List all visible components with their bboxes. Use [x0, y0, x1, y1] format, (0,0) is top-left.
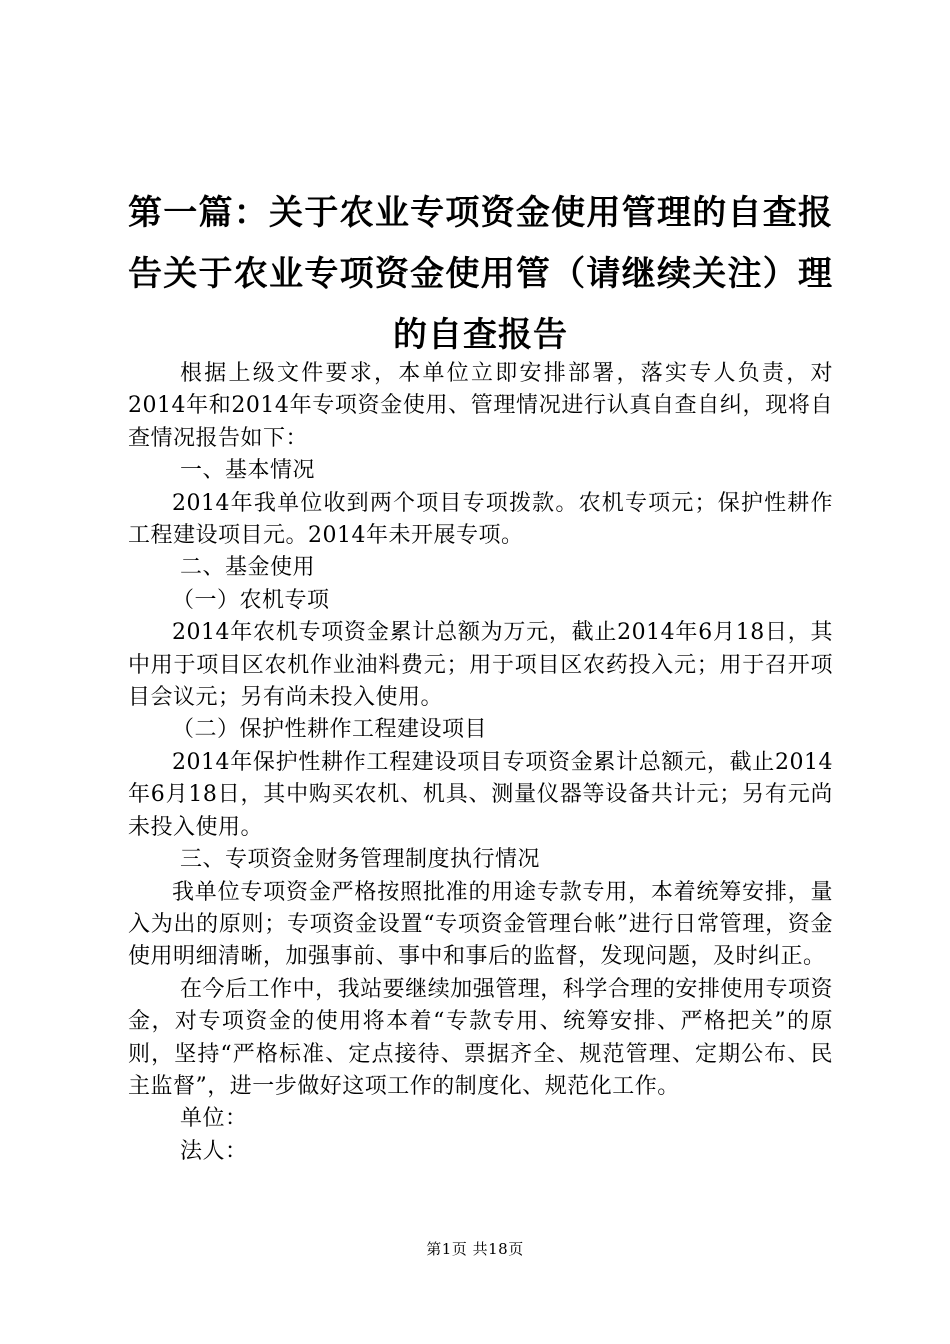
section-heading-fund-use: 二、基金使用	[180, 555, 316, 581]
conservation-paragraph: 2014年保护性耕作工程建设项目专项资金累计总额元，截止2014年6月18日，其中购买农机、机具、测量仪器等设备共计元；另有元尚未投入使用。	[128, 749, 833, 840]
subsection-heading-conservation: （二）保护性耕作工程建设项目	[172, 717, 488, 743]
finance-paragraph: 我单位专项资金严格按照批准的用途专款专用，本着统筹安排，量入为出的原则；专项资金设置“专项资金管理台帐”进行日常管理，资金使用明细清晰，加强事前、事中和事后的监督，发现问题，及时纠正。	[128, 879, 833, 970]
agri-machinery-paragraph: 2014年农机专项资金累计总额为万元，截止2014年6月18日，其中用于项目区农机作业油料费元；用于项目区农药投入元；用于召开项目会议元；另有尚未投入使用。	[128, 620, 833, 711]
document-body	[128, 358, 833, 1168]
section-heading-basic: 一、基本情况	[180, 458, 316, 484]
intro-paragraph: 根据上级文件要求，本单位立即安排部署，落实专人负责，对2014年和2014年专项资金使用、管理情况进行认真自查自纠，现将自查情况报告如下：	[128, 361, 833, 451]
future-work-paragraph: 在今后工作中，我站要继续加强管理，科学合理的安排使用专项资金，对专项资金的使用将本着“专款专用、统筹安排、严格把关”的原则，坚持“严格标准、定点接待、票据齐全、规范管理、定期公布、民主监督”，进一步做好这项工作的制度化、规范化工作。	[128, 976, 833, 1099]
signature-legal-person: 法人：	[180, 1138, 248, 1164]
section-heading-finance: 三、专项资金财务管理制度执行情况	[180, 847, 541, 873]
signature-unit: 单位：	[180, 1106, 248, 1132]
subsection-heading-agri-machinery: （一）农机专项	[172, 587, 330, 613]
page-footer: 第1页 共18页	[426, 1240, 524, 1258]
document-title: 第一篇：关于农业专项资金使用管理的自查报告关于农业专项资金使用管（请继续关注）理的自查报告	[128, 193, 833, 355]
basic-paragraph: 2014年我单位收到两个项目专项拨款。农机专项元；保护性耕作工程建设项目元。2014年未开展专项。	[128, 490, 833, 549]
